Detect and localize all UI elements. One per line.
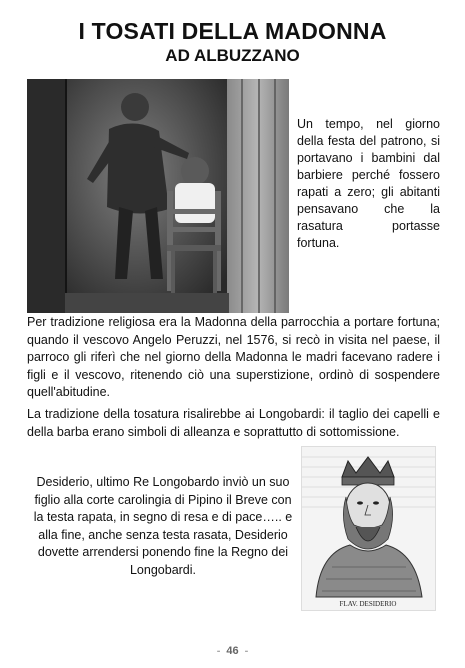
page-number-dash-left: - — [216, 645, 221, 657]
page-number-value: 46 — [226, 645, 239, 657]
desiderio-portrait-illustration — [302, 447, 435, 610]
portrait-caption: FLAV. DESIDERIO — [339, 600, 397, 608]
barber-photo-illustration — [27, 79, 289, 313]
paragraph-desiderio: Desiderio, ultimo Re Longobardo inviò un suo figlio alla corte carolingia di Pipino il Breve con la testa rapata, in segno di resa e di pace….. e alla fine, anche senza testa rasata, Desiderio dovette arrendersi ponendo fine la Regno dei Longobardi. — [33, 475, 293, 577]
intro-paragraph: Un tempo, nel giorno della festa del patrono, si portavano i bambini dal barbiere perché fossero rapati a zero; gli abitanti pensavano che la rasatura portasse fortuna. — [297, 117, 440, 250]
paragraph-vescovo: Per tradizione religiosa era la Madonna della parrocchia a portare fortuna; quando il vescovo Angelo Peruzzi, nel 1576, si recò in visita nel paese, il parroco gli riferì che nel giorno della Madonna le madri facevano radere i figli e il vescovo, ritenendo ciò una superstizione, ordinò di sospendere quell'abitudine. — [27, 315, 440, 399]
desiderio-portrait — [301, 446, 436, 611]
barber-photo — [27, 79, 289, 313]
page-subtitle: AD ALBUZZANO — [165, 46, 300, 65]
page-number-dash-right: - — [244, 645, 249, 657]
page-number — [0, 645, 465, 657]
page-title: I TOSATI DELLA MADONNA — [78, 18, 387, 44]
paragraph-longobardi: La tradizione della tosatura risalirebbe ai Longobardi: il taglio dei capelli e della barba erano simboli di alleanza e soprattutto di sottomissione. — [27, 407, 440, 439]
